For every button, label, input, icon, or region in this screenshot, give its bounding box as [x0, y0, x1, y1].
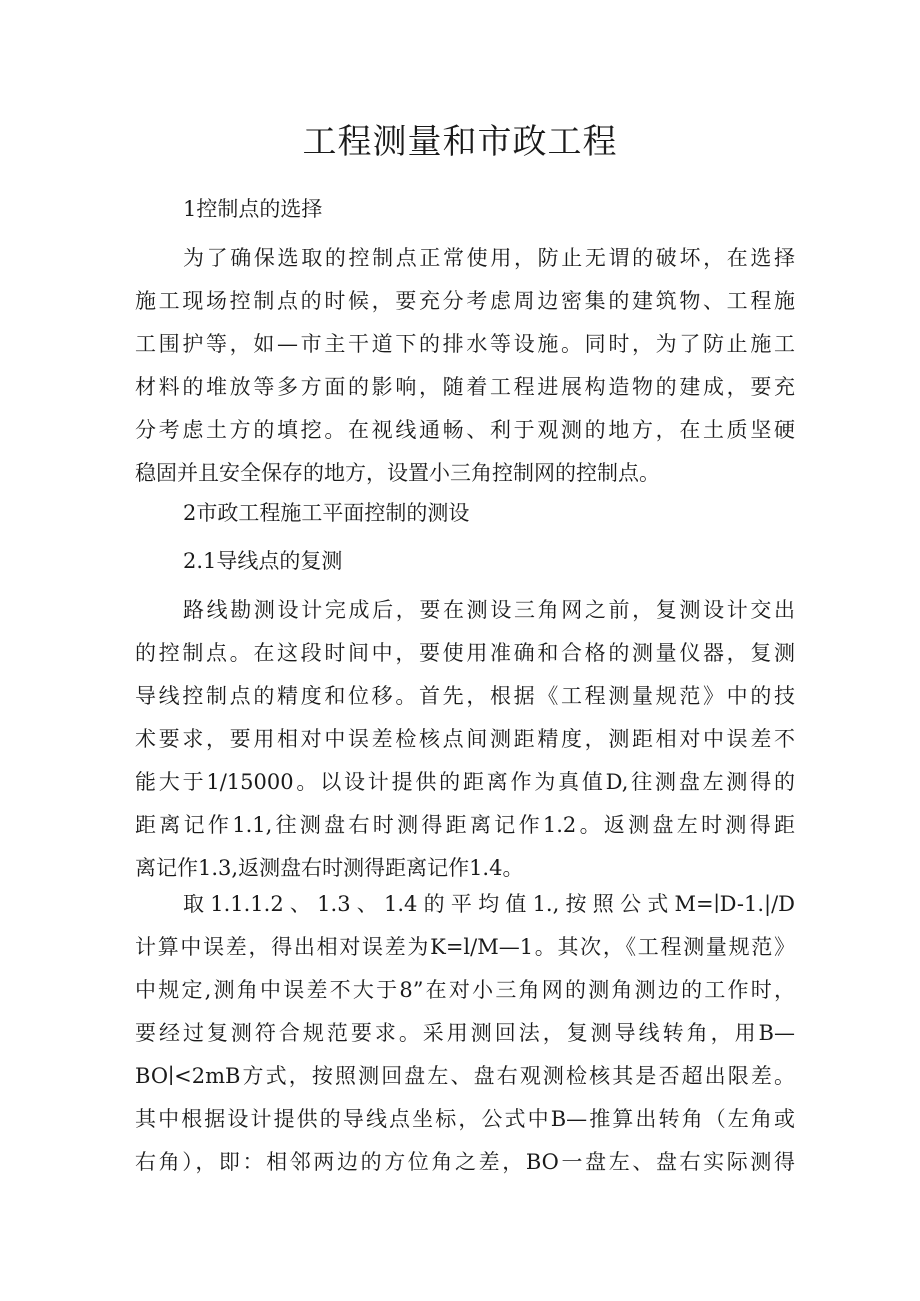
paragraph-line: 中规定,测角中误差不大于8”在对小三角网的测角测边的工作时， [135, 978, 795, 1002]
paragraph-line: 为了确保选取的控制点正常使用，防止无谓的破坏，在选择 [183, 246, 795, 270]
paragraph-line: 取1.1.1.2、1.3、1.4的平均值1.,按照公式M=∣D-1.|/D [183, 892, 795, 916]
paragraph-line: 的控制点。在这段时间中，要使用准确和合格的测量仪器，复测 [135, 641, 795, 665]
page-title: 工程测量和市政工程 [302, 122, 618, 162]
section-heading-1: 1控制点的选择 [183, 197, 323, 221]
paragraph-line: 工围护等，如—市主干道下的排水等设施。同时，为了防止施工 [135, 332, 795, 356]
paragraph-line: 路线勘测设计完成后，要在测设三角网之前，复测设计交出 [183, 598, 795, 622]
paragraph-line: 距离记作1.1,往测盘右时测得距离记作1.2。返测盘左时测得距 [135, 813, 795, 837]
paragraph-line: 导线控制点的精度和位移。首先，根据《工程测量规范》中的技 [135, 684, 795, 708]
paragraph-line: 计算中误差，得出相对误差为K=l/M—1。其次，《工程测量规范》 [135, 935, 795, 959]
paragraph-line: 离记作1.3,返测盘右时测得距离记作1.4。 [135, 856, 524, 880]
paragraph-line: 材料的堆放等多方面的影响，随着工程进展构造物的建成，要充 [135, 375, 795, 399]
paragraph-line: 术要求，要用相对中误差检核点间测距精度，测距相对中误差不 [135, 727, 795, 751]
paragraph-line: 要经过复测符合规范要求。采用测回法，复测导线转角，用B— [135, 1021, 795, 1045]
paragraph-line: 其中根据设计提供的导线点坐标，公式中B—推算出转角（左角或 [135, 1107, 795, 1131]
paragraph-line: 能大于1/15000。以设计提供的距离作为真值D,往测盘左测得的 [135, 770, 795, 794]
section-heading-2: 2市政工程施工平面控制的测设 [183, 501, 470, 525]
paragraph-line: 分考虑土方的填挖。在视线通畅、利于观测的地方，在土质坚硬 [135, 418, 795, 442]
section-heading-2-1: 2.1导线点的复测 [183, 549, 343, 573]
paragraph-line: 稳固并且安全保存的地方，设置小三角控制网的控制点。 [135, 461, 660, 485]
paragraph-line: 右角），即：相邻两边的方位角之差，BO一盘左、盘右实际测得 [135, 1150, 795, 1174]
paragraph-line: 施工现场控制点的时候，要充分考虑周边密集的建筑物、工程施 [135, 289, 795, 313]
paragraph-line: BO∣<2mB方式，按照测回盘左、盘右观测检核其是否超出限差。 [135, 1064, 795, 1088]
